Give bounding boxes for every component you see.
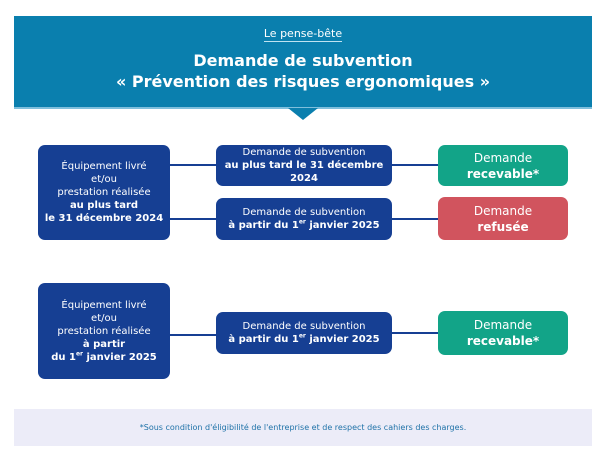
source-text-bold: à partir — [82, 338, 126, 350]
request-box-1b — [216, 198, 392, 240]
source-box-1 — [38, 145, 170, 240]
connector-line — [170, 218, 216, 220]
request-text: Demande de subvention — [242, 321, 366, 332]
result-status: recevable* — [466, 334, 540, 348]
result-text: Demande — [473, 203, 533, 218]
request-box-1a — [216, 145, 392, 186]
result-box-accepted — [438, 145, 568, 186]
result-status: refusée — [477, 219, 529, 234]
source-text: prestation réalisée — [57, 187, 151, 198]
connector-line — [392, 332, 438, 334]
footnote-text: *Sous condition d'éligibilité de l'entreprise et de respect des cahiers des charges. — [139, 423, 467, 432]
result-box-refused — [438, 197, 568, 240]
request-box-2 — [216, 312, 392, 354]
source-text: prestation réalisée — [57, 325, 151, 337]
source-text: Équipement livré — [61, 299, 147, 311]
source-text: et/ou — [91, 174, 117, 185]
page-title — [14, 50, 592, 92]
request-date-part: à partir du 1 — [228, 334, 299, 345]
source-text-bold: au plus tard — [69, 200, 139, 211]
ordinal-suffix: er — [298, 218, 306, 226]
footnote-band — [14, 409, 592, 446]
source-date-part: du 1 — [51, 351, 76, 363]
header-banner — [14, 16, 592, 109]
request-date-part: à partir du 1 — [228, 220, 299, 231]
source-text-bold — [51, 351, 157, 364]
result-text: Demande — [473, 150, 533, 165]
source-date-part: janvier 2025 — [83, 351, 157, 363]
ordinal-suffix: er — [298, 332, 306, 340]
request-date: au plus tard le 31 décembre 2024 — [224, 160, 384, 184]
kicker: Le pense-bête — [263, 27, 343, 40]
request-text: Demande de subvention — [242, 207, 366, 218]
connector-line — [170, 334, 216, 336]
result-status: recevable* — [466, 166, 540, 181]
ordinal-suffix: er — [75, 350, 83, 358]
result-box-accepted — [438, 311, 568, 355]
request-date-part: janvier 2025 — [305, 334, 380, 345]
source-box-2 — [38, 283, 170, 379]
source-text: Équipement livré — [61, 161, 147, 172]
title-line-1: Demande de subvention — [193, 51, 413, 70]
source-text-bold: le 31 décembre 2024 — [44, 213, 164, 224]
result-text: Demande — [473, 318, 533, 332]
request-date-part: janvier 2025 — [305, 220, 380, 231]
connector-line — [392, 218, 438, 220]
request-date — [228, 219, 379, 232]
connector-line — [392, 164, 438, 166]
request-date — [228, 333, 379, 346]
title-line-2: « Prévention des risques ergonomiques » — [115, 72, 491, 91]
request-text: Demande de subvention — [242, 147, 366, 158]
source-text: et/ou — [91, 312, 117, 324]
connector-line — [170, 164, 216, 166]
banner-pointer-arrow — [288, 108, 318, 120]
